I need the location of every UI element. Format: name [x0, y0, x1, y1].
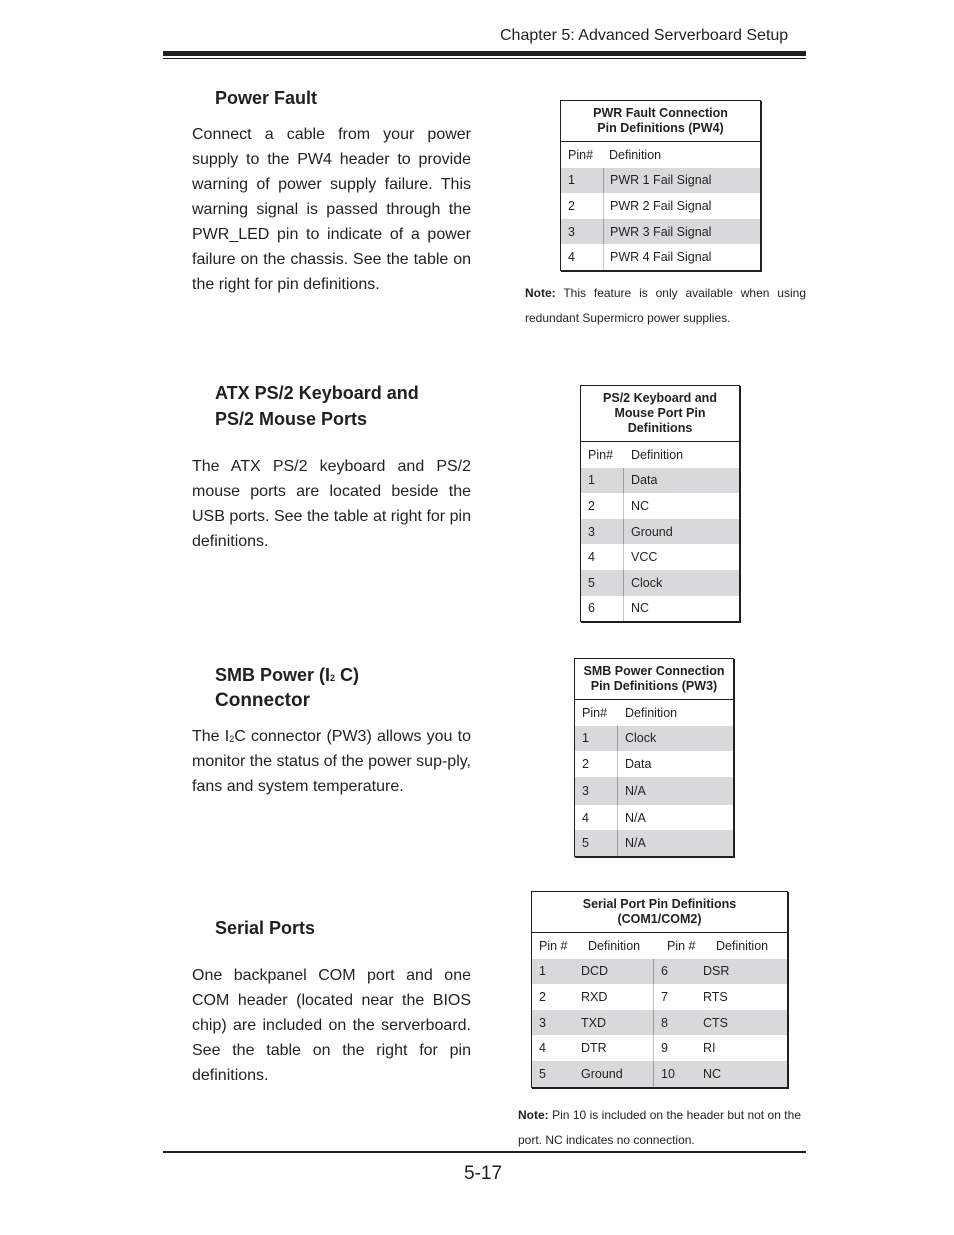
table-row [575, 751, 733, 777]
table-title-line: SMB Power Connection [583, 664, 725, 678]
pin-cell: 3 [588, 524, 595, 539]
serial-body: One backpanel COM port and one COM header (located near the BIOS chip) are included on the serverboard. See the table on the right for pin definitions. [192, 967, 471, 1084]
definition-cell: PWR 3 Fail Signal [603, 219, 711, 245]
definition-cell: PWR 1 Fail Signal [603, 168, 711, 194]
pin-cell: 6 [653, 959, 703, 985]
pwr-fault-table-title [561, 101, 760, 142]
definition-cell: N/A [617, 830, 646, 856]
pin-cell: 5 [582, 836, 589, 851]
definition-cell: PWR 4 Fail Signal [603, 244, 711, 270]
col-header-definition: Definition [588, 938, 641, 953]
smb-table-title [575, 659, 733, 700]
serial-table-title [532, 892, 787, 933]
pin-cell: 3 [539, 1015, 546, 1030]
table-row [581, 544, 739, 570]
smb-body [192, 724, 471, 799]
pin-cell: 4 [582, 810, 589, 825]
table-row [581, 493, 739, 519]
smb-body-sup: 2 [229, 734, 235, 744]
note-label: Note: [518, 1108, 549, 1122]
table-row [581, 468, 739, 494]
col-header-definition: Definition [716, 938, 769, 953]
pin-cell: 1 [582, 731, 589, 746]
definition-cell: VCC [623, 544, 657, 570]
smb-heading [215, 662, 359, 714]
ps2-heading-line: ATX PS/2 Keyboard and [215, 383, 419, 403]
smb-body-post: C connector (PW3) allows you to monitor the status of the power sup-ply, fans and system temperature. [192, 728, 471, 795]
table-title-line: Pin Definitions (PW3) [590, 679, 718, 693]
note-label: Note: [525, 286, 556, 300]
table-title-line: Pin Definitions (PW4) [597, 121, 724, 135]
table-row [575, 726, 733, 752]
ps2-table [580, 385, 740, 622]
definition-cell: N/A [617, 777, 646, 805]
col-header-definition: Definition [625, 705, 678, 720]
page-number: 5-17 [464, 1163, 503, 1184]
definition-cell: TXD [581, 1015, 606, 1030]
definition-cell: RI [703, 1041, 716, 1056]
smb-heading-line: Connector [215, 690, 310, 711]
pin-cell: 5 [539, 1066, 546, 1081]
ps2-heading [215, 380, 419, 432]
power-fault-body: Connect a cable from your power supply to the PW4 header to provide warning of power supply failure. This warning signal is passed through the PWR_LED pin to indicate of a power failure on the chassis. See the table on the right for pin definitions. [192, 126, 471, 293]
col-header-definition: Definition [631, 447, 684, 462]
table-row [581, 596, 739, 622]
smb-heading-pre: SMB Power (I [215, 665, 331, 685]
definition-cell: NC [623, 596, 649, 622]
table-title-line: Mouse Port Pin [614, 406, 706, 420]
pin-cell: 2 [568, 198, 575, 213]
running-header: Chapter 5: Advanced Serverboard Setup [500, 27, 789, 44]
power-fault-note [525, 281, 806, 331]
definition-cell: N/A [617, 805, 646, 831]
table-row [561, 244, 760, 270]
table-row [575, 805, 733, 831]
col-header-pin: Pin # [667, 938, 696, 953]
definition-cell: Clock [617, 726, 656, 752]
pin-cell: 5 [588, 575, 595, 590]
definition-cell: RTS [703, 989, 728, 1004]
table-title-line: PWR Fault Connection [593, 106, 728, 120]
serial-heading: Serial Ports [215, 918, 316, 938]
pin-cell: 10 [653, 1061, 703, 1087]
note-text: This feature is only available when using redundant Supermicro power supplies. [525, 286, 806, 325]
table-row [575, 777, 733, 805]
header-rule-thick [163, 51, 806, 56]
smb-heading-line [215, 662, 359, 688]
table-title-line: Definitions [627, 421, 693, 435]
table-row [532, 1035, 787, 1061]
pin-cell: 8 [653, 1010, 703, 1036]
serial-note [518, 1103, 801, 1153]
table-row [561, 193, 760, 219]
col-header-pin: Pin# [568, 147, 594, 162]
note-text: Pin 10 is included on the header but not on the port. NC indicates no connection. [518, 1108, 801, 1147]
serial-table [531, 891, 788, 1088]
table-row [575, 830, 733, 856]
definition-cell: Clock [623, 570, 662, 596]
smb-body-pre: The I [192, 728, 230, 745]
table-header-row [581, 442, 739, 468]
ps2-table-title [581, 386, 739, 442]
table-title-line: (COM1/COM2) [617, 912, 702, 926]
definition-cell: DTR [581, 1041, 607, 1056]
table-row [561, 219, 760, 245]
pin-cell: 6 [588, 601, 595, 616]
table-title-line: PS/2 Keyboard and [603, 391, 717, 405]
pin-cell: 3 [582, 783, 589, 798]
table-row [581, 570, 739, 596]
pin-cell: 4 [588, 550, 595, 565]
pin-cell: 2 [539, 989, 546, 1004]
definition-cell: Ground [623, 519, 673, 545]
ps2-body: The ATX PS/2 keyboard and PS/2 mouse ports are located beside the USB ports. See the table at right for pin definitions. [192, 458, 471, 550]
footer-rule [163, 1151, 806, 1153]
definition-cell: Data [617, 751, 651, 777]
pin-cell: 2 [582, 756, 589, 771]
pin-cell: 1 [588, 473, 595, 488]
pin-cell: 3 [568, 224, 575, 239]
definition-cell: NC [703, 1066, 722, 1081]
smb-heading-post: C) [335, 665, 360, 685]
table-header-row [561, 142, 760, 168]
table-row [561, 168, 760, 194]
definition-cell: PWR 2 Fail Signal [603, 193, 711, 219]
col-header-pin: Pin# [588, 447, 614, 462]
definition-cell: Data [623, 468, 657, 494]
pin-cell: 2 [588, 498, 595, 513]
definition-cell: Ground [581, 1066, 623, 1081]
table-header-row [575, 700, 733, 726]
col-header-definition: Definition [609, 147, 662, 162]
table-row [581, 519, 739, 545]
pwr-fault-table [560, 100, 761, 271]
pin-cell: 9 [653, 1035, 703, 1061]
table-title-line: Serial Port Pin Definitions [582, 897, 737, 911]
table-row [532, 1010, 787, 1036]
pin-cell: 1 [539, 964, 546, 979]
col-header-pin: Pin# [582, 705, 608, 720]
header-rule-thin [163, 58, 806, 59]
ps2-heading-line: PS/2 Mouse Ports [215, 409, 368, 429]
table-row [532, 984, 787, 1010]
definition-cell: DSR [703, 964, 730, 979]
definition-cell: DCD [581, 964, 609, 979]
smb-table [574, 658, 734, 857]
definition-cell: RXD [581, 989, 608, 1004]
col-header-pin: Pin # [539, 938, 568, 953]
table-header-row [532, 933, 787, 959]
pin-cell: 1 [568, 173, 575, 188]
power-fault-heading: Power Fault [215, 88, 318, 108]
pin-cell: 4 [568, 250, 575, 265]
table-row [532, 959, 787, 985]
table-row [532, 1061, 787, 1087]
definition-cell: NC [623, 493, 649, 519]
smb-heading-sup: 2 [330, 673, 336, 683]
pin-cell: 7 [653, 984, 703, 1010]
pin-cell: 4 [539, 1041, 546, 1056]
definition-cell: CTS [703, 1015, 728, 1030]
